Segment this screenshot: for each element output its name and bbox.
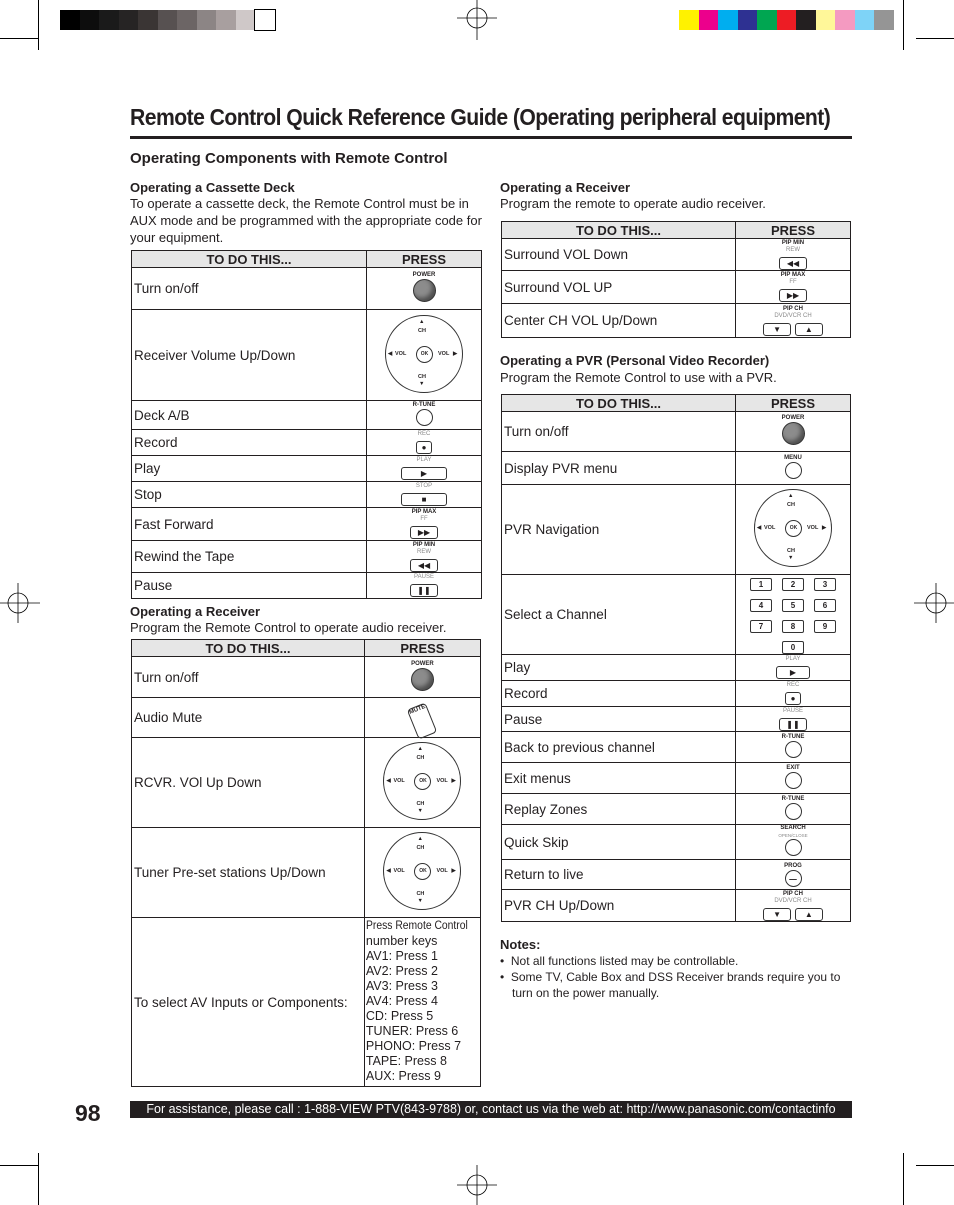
color-swatch <box>835 10 855 30</box>
av-line: PHONO: Press 7 <box>365 1039 462 1053</box>
color-swatch <box>757 10 777 30</box>
navigation-pad[interactable]: ▲ CH ◀ VOL OK VOL ▶ CH ▼ <box>754 489 832 567</box>
power-button[interactable] <box>782 422 805 445</box>
number-key[interactable]: 0 <box>782 641 804 654</box>
row-label: Pause <box>502 707 736 732</box>
number-key[interactable]: 3 <box>814 578 836 591</box>
av-line: AV4: Press 4 <box>365 994 438 1008</box>
row-label: Turn on/off <box>132 657 365 698</box>
ch-up-arrow-icon[interactable]: ▲ <box>417 746 423 752</box>
row-label: Center CH VOL Up/Down <box>502 304 736 338</box>
av-line: Press Remote Control <box>365 920 468 932</box>
av-line: TAPE: Press 8 <box>365 1054 447 1068</box>
av-line: AV2: Press 2 <box>365 964 438 978</box>
av-line: number keys <box>365 934 438 948</box>
number-key[interactable]: 1 <box>750 578 772 591</box>
color-swatch <box>777 10 797 30</box>
color-bar <box>679 10 894 30</box>
rec-button[interactable]: ● <box>785 692 801 705</box>
mute-button[interactable]: MUTE <box>407 702 438 739</box>
ch-down-arrow-icon[interactable]: ▼ <box>417 808 423 814</box>
footer-assistance-bar: For assistance, please call : 1-888-VIEW PTV(843-9788) or, contact us via the web at: http://www.panasonic.com/contactinfo <box>130 1101 852 1118</box>
ch-up-arrow-icon[interactable]: ▲ <box>417 836 423 842</box>
color-swatch <box>816 10 836 30</box>
number-keypad[interactable] <box>750 578 836 654</box>
row-label: Return to live <box>502 860 736 890</box>
color-swatch <box>236 10 256 30</box>
color-swatch <box>80 10 100 30</box>
row-label: Display PVR menu <box>502 452 736 485</box>
rec-button[interactable]: ● <box>416 441 432 454</box>
ok-button[interactable]: OK <box>416 346 433 363</box>
rtune-button[interactable] <box>785 741 802 758</box>
row-label: Surround VOL Down <box>502 239 736 271</box>
cassette-description: To operate a cassette deck, the Remote Control must be in AUX mode and be programmed with the appropriate code for your equipment. <box>130 196 482 245</box>
row-label: PVR Navigation <box>502 485 736 575</box>
row-label: Exit menus <box>502 763 736 794</box>
color-swatch <box>99 10 119 30</box>
section-heading: Operating Components with Remote Control <box>130 150 448 167</box>
registration-mark-left <box>0 583 40 623</box>
rewind-button[interactable]: ◀◀ <box>779 257 807 270</box>
number-key[interactable]: 4 <box>750 599 772 612</box>
ch-down-button[interactable]: ▼ <box>763 323 791 336</box>
vol-right-arrow-icon[interactable]: ▶ <box>822 525 827 531</box>
fast-forward-button[interactable]: ▶▶ <box>410 526 438 539</box>
ch-up-button[interactable]: ▲ <box>795 323 823 336</box>
av-line: TUNER: Press 6 <box>365 1024 459 1038</box>
color-swatch <box>855 10 875 30</box>
ok-button[interactable]: OK <box>785 520 802 537</box>
col-header-todo: TO DO THIS... <box>132 251 367 268</box>
pause-button[interactable]: ❚❚ <box>779 718 807 731</box>
row-label: RCVR. VOl Up Down <box>132 738 365 828</box>
row-label: Replay Zones <box>502 794 736 825</box>
page-number: 98 <box>75 1100 101 1126</box>
color-swatch <box>138 10 158 30</box>
pvr-description: Program the Remote Control to use with a PVR. <box>500 370 777 385</box>
power-label: POWER <box>412 272 436 278</box>
row-label: Deck A/B <box>132 401 367 430</box>
prog-button[interactable]: – <box>785 870 802 887</box>
rtune-button[interactable] <box>785 803 802 820</box>
color-swatch <box>718 10 738 30</box>
row-label: Tuner Pre-set stations Up/Down <box>132 828 365 918</box>
row-label: PVR CH Up/Down <box>502 890 736 922</box>
row-label: To select AV Inputs or Components: <box>132 918 365 1087</box>
vol-left-arrow-icon[interactable]: ◀ <box>386 868 391 874</box>
rewind-button[interactable]: ◀◀ <box>410 559 438 572</box>
row-label: Audio Mute <box>132 698 365 738</box>
receiver-right-description: Program the remote to operate audio receiver. <box>500 196 766 211</box>
row-label: Turn on/off <box>132 268 367 310</box>
rtune-button[interactable] <box>416 409 433 426</box>
color-swatch <box>874 10 894 30</box>
color-swatch <box>60 10 80 30</box>
power-button[interactable] <box>411 668 434 691</box>
play-button[interactable]: ▶ <box>401 467 447 480</box>
row-label: Fast Forward <box>132 508 367 541</box>
pvr-table: TO DO THIS... PRESS Turn on/off POWER Display PVR menu MENU PVR Navigation ▲ CH ◀ VOL OK VOL ▶ CH ▼ Select a Channel 1 2 3 4 5 6 7 8 9 0 Play PLAY ▶ Record REC ● Pause PAUSE ❚❚ Back to previous channel R-TUNE Exit menus EXIT Replay Zones R-TUNE Quick Skip SEARCH OPEN/CLOSE Return to live PROG – PVR CH Up/Down PIP CH DVD/VCR CH ▼ ▲ <box>501 394 851 922</box>
receiver-right-heading: Operating a Receiver <box>500 180 631 195</box>
power-button[interactable] <box>413 279 436 302</box>
ch-up-arrow-icon[interactable]: ▲ <box>419 318 425 325</box>
row-label: Record <box>502 681 736 707</box>
title-rule <box>130 136 852 139</box>
vol-left-arrow-icon[interactable]: ◀ <box>386 778 391 784</box>
ch-up-button[interactable]: ▲ <box>795 908 823 921</box>
registration-mark-right <box>914 583 954 623</box>
col-header-press: PRESS <box>367 251 482 268</box>
ch-down-button[interactable]: ▼ <box>763 908 791 921</box>
receiver-table: TO DO THIS... PRESS Turn on/off POWER Audio Mute MUTE RCVR. VOl Up Down ▲ CH ◀ VOL OK VOL ▶ CH ▼ Tuner Pre-set stations Up/Down ▲ CH ◀ VOL OK VOL ▶ CH ▼ To select AV Inputs or Components: Press Remote Control number keys AV1: Press 1 AV2: Press 2 AV3: Press 3 AV4: Press 4 CD: Press 5 TUNER: Press 6 PHONO: Press 7 TAPE: Press 8 AUX: Press 9 <box>131 639 481 1087</box>
notes-list <box>500 953 850 1001</box>
color-swatch <box>197 10 217 30</box>
navigation-pad[interactable]: ▲ CH ◀ VOL OK VOL ▶ CH ▼ <box>383 742 461 820</box>
play-button[interactable]: ▶ <box>776 666 810 679</box>
stop-button[interactable]: ■ <box>401 493 447 506</box>
number-key[interactable]: 5 <box>782 599 804 612</box>
navigation-pad[interactable]: ▲ CH ◀ VOL OK VOL ▶ CH ▼ <box>383 832 461 910</box>
cassette-heading: Operating a Cassette Deck <box>130 180 295 195</box>
color-swatch <box>177 10 197 30</box>
receiver-right-table: TO DO THIS... PRESS Surround VOL Down PIP MIN REW ◀◀ Surround VOL UP PIP MAX FF ▶▶ Center CH VOL Up/Down PIP CH DVD/VCR CH ▼ ▲ <box>501 221 851 338</box>
registration-mark-top <box>457 0 497 40</box>
number-key[interactable]: 8 <box>782 620 804 633</box>
pvr-heading: Operating a PVR (Personal Video Recorder) <box>500 353 770 368</box>
vol-right-arrow-icon[interactable]: ▶ <box>451 868 456 874</box>
row-label: Turn on/off <box>502 412 736 452</box>
number-key[interactable]: 6 <box>814 599 836 612</box>
gray-color-bar <box>60 10 275 30</box>
av-line: AUX: Press 9 <box>365 1069 441 1083</box>
ch-down-arrow-icon[interactable]: ▼ <box>788 555 794 561</box>
navigation-pad[interactable]: ▲ CH ◀ VOL OK VOL ▶ CH ▼ <box>385 315 463 393</box>
av-line: AV1: Press 1 <box>365 949 438 963</box>
vol-left-arrow-icon[interactable]: ◀ <box>757 525 762 531</box>
number-key[interactable]: 2 <box>782 578 804 591</box>
vol-right-arrow-icon[interactable]: ▶ <box>453 350 458 357</box>
color-swatch <box>216 10 236 30</box>
av-line: CD: Press 5 <box>365 1009 434 1023</box>
color-swatch <box>699 10 719 30</box>
row-label: Play <box>132 456 367 482</box>
cassette-table: TO DO THIS... PRESS Turn on/off POWER Receiver Volume Up/Down ▲ CH ◀ VOL OK VOL ▶ CH ▼ Deck A/B R-TUNE Record REC ● Play PLAY ▶ Stop STOP ■ Fast Forward PIP MAX FF ▶▶ Rewind the Tape PIP MIN REW ◀◀ Pause PAUSE ❚❚ <box>131 250 482 599</box>
row-label: Quick Skip <box>502 825 736 860</box>
color-swatch <box>255 10 275 30</box>
ch-down-arrow-icon[interactable]: ▼ <box>419 380 425 387</box>
number-key[interactable]: 9 <box>814 620 836 633</box>
color-swatch <box>796 10 816 30</box>
color-swatch <box>119 10 139 30</box>
color-swatch <box>158 10 178 30</box>
vol-right-arrow-icon[interactable]: ▶ <box>451 778 456 784</box>
note-item: • Some TV, Cable Box and DSS Receiver brands require you to turn on the power manually. <box>500 970 841 1000</box>
number-key[interactable]: 7 <box>750 620 772 633</box>
exit-button[interactable] <box>785 772 802 789</box>
row-label: Rewind the Tape <box>132 541 367 573</box>
row-label: Back to previous channel <box>502 732 736 763</box>
fast-forward-button[interactable]: ▶▶ <box>779 289 807 302</box>
notes-heading: Notes: <box>500 937 541 952</box>
av-line: AV3: Press 3 <box>365 979 438 993</box>
note-item: • Not all functions listed may be controllable. <box>500 954 739 968</box>
row-label: Stop <box>132 482 367 508</box>
pause-button[interactable]: ❚❚ <box>410 584 438 597</box>
receiver-heading: Operating a Receiver <box>130 604 261 619</box>
row-label: Surround VOL UP <box>502 271 736 304</box>
page-title: Remote Control Quick Reference Guide (Operating peripheral equipment) <box>130 104 831 130</box>
row-label: Select a Channel <box>502 575 736 655</box>
ch-down-arrow-icon[interactable]: ▼ <box>417 898 423 904</box>
row-label: Receiver Volume Up/Down <box>132 310 367 401</box>
row-label: Play <box>502 655 736 681</box>
receiver-description: Program the Remote Control to operate audio receiver. <box>130 620 447 635</box>
search-button[interactable] <box>785 839 802 856</box>
registration-mark-bottom <box>457 1165 497 1205</box>
ok-button[interactable]: OK <box>414 773 431 790</box>
color-swatch <box>679 10 699 30</box>
row-label: Pause <box>132 573 367 599</box>
ch-up-arrow-icon[interactable]: ▲ <box>788 493 794 499</box>
ok-button[interactable]: OK <box>414 863 431 880</box>
vol-left-arrow-icon[interactable]: ◀ <box>388 350 393 357</box>
menu-button[interactable] <box>785 462 802 479</box>
color-swatch <box>738 10 758 30</box>
row-label: Record <box>132 430 367 456</box>
